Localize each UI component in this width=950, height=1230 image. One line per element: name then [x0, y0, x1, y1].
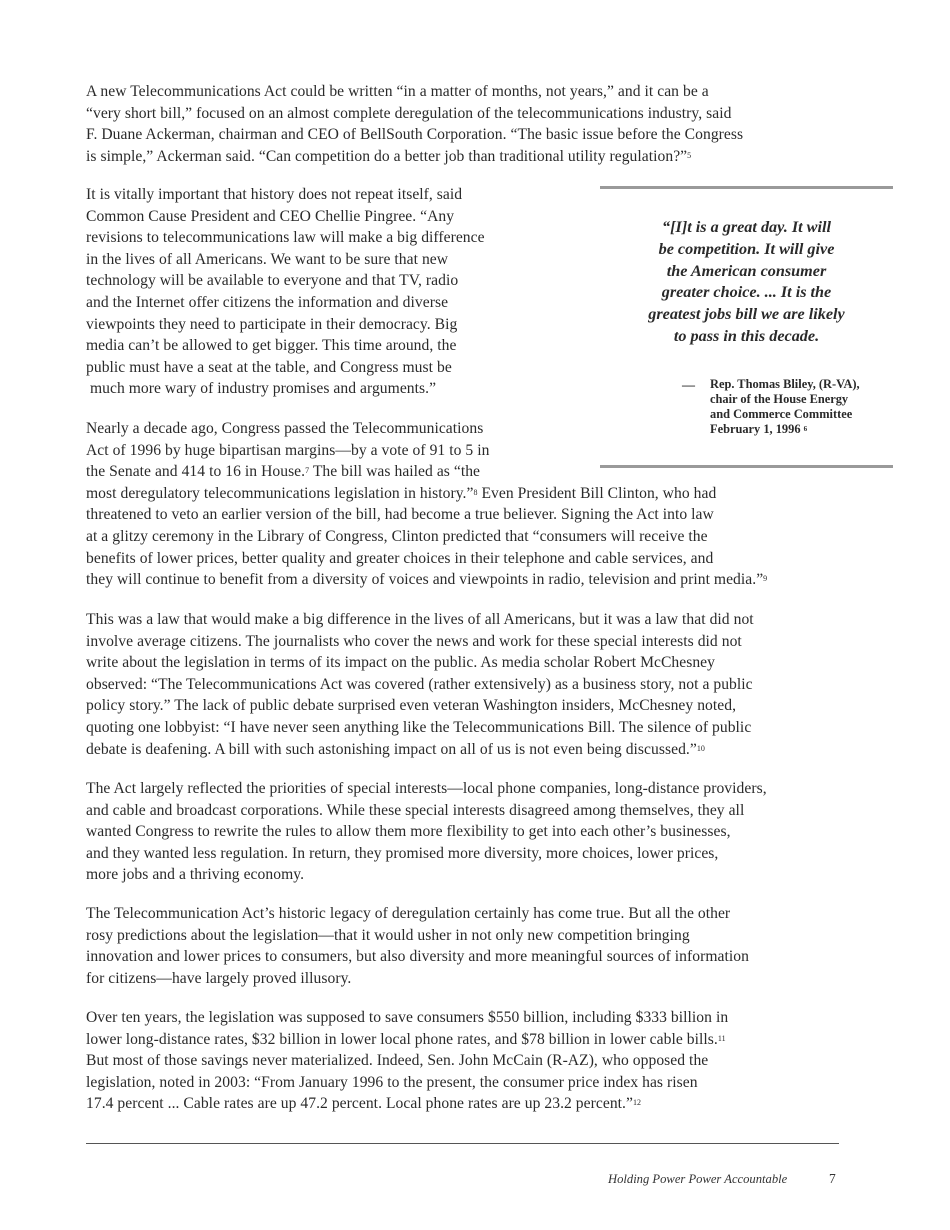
text-line: write about the legislation in terms of its impact on the public. As media scholar Robert McChesney [86, 654, 716, 672]
text-line: in the lives of all Americans. We want to be sure that new [86, 250, 449, 268]
paragraph-savings [86, 1007, 728, 1115]
pull-quote-line: greater choice. ... It is the [661, 283, 832, 302]
pull-quote-text [614, 217, 879, 348]
text-span: debate is deafening. A bill with such astonishing impact on all of us is not even being discussed.” [86, 740, 697, 758]
text-line: more jobs and a thriving economy. [86, 866, 305, 884]
text-line: Nearly a decade ago, Congress passed the Telecommunications [86, 420, 484, 437]
attribution-line [710, 422, 890, 437]
footnote-ref: 5 [687, 150, 692, 160]
text-line [86, 1093, 728, 1115]
paragraph-ackerman [86, 81, 743, 167]
text-line: But most of those savings never materialized. Indeed, Sen. John McCain (R-AZ), who opposed the [86, 1052, 709, 1070]
text-line: and the Internet offer citizens the information and diverse [86, 293, 449, 311]
text-line: at a glitzy ceremony in the Library of Congress, Clinton predicted that “consumers will receive the [86, 527, 708, 545]
text-span: The bill was hailed as “the [309, 463, 481, 481]
paragraph-mcchesney [86, 609, 754, 760]
text-span: most deregulatory telecommunications legislation in history.” [86, 484, 474, 502]
text-line: viewpoints they need to participate in their democracy. Big [86, 315, 458, 333]
pull-quote-attribution [710, 377, 890, 437]
text-line: much more wary of industry promises and arguments.” [86, 380, 437, 398]
text-line: quoting one lobbyist: “I have never seen anything like the Telecommunications Bill. The silence of public [86, 718, 752, 736]
text-span: Even President Bill Clinton, who had [477, 484, 717, 502]
pull-quote [600, 186, 893, 468]
text-line: revisions to telecommunications law will make a big difference [86, 229, 485, 247]
text-line: Over ten years, the legislation was supposed to save consumers $550 billion, including $333 billion in [86, 1009, 729, 1026]
page-number: 7 [829, 1171, 836, 1186]
footnote-ref: 9 [763, 574, 768, 584]
text-line: and cable and broadcast corporations. While these special interests disagreed among themselves, they all [86, 801, 745, 819]
footnote-ref: 7 [305, 466, 310, 476]
text-line: technology will be available to everyone and that TV, radio [86, 272, 459, 290]
text-line: benefits of lower prices, better quality and greater choices in their telephone and cable services, and [86, 549, 714, 567]
footnote-ref: 11 [717, 1033, 726, 1043]
attribution-dash: — [682, 377, 695, 392]
pull-quote-bottom-rule [600, 465, 893, 468]
text-line: The Telecommunication Act’s historic legacy of deregulation certainly has come true. But all the other [86, 905, 731, 922]
paragraph-legacy [86, 903, 749, 989]
paragraph-pingree [86, 184, 485, 400]
text-line: policy story.” The lack of public debate surprised even veteran Washington insiders, McChesney noted, [86, 697, 737, 715]
text-line [86, 146, 743, 168]
text-span: lower long-distance rates, $32 billion in lower local phone rates, and $78 billion in lower cable bills. [86, 1030, 718, 1048]
pull-quote-line: the American consumer [666, 261, 827, 280]
text-line: This was a law that would make a big difference in the lives of all Americans, but it was a law that did not [86, 611, 754, 628]
text-line: legislation, noted in 2003: “From January 1996 to the present, the consumer price index has risen [86, 1073, 698, 1091]
text-span: 17.4 percent ... Cable rates are up 47.2 percent. Local phone rates are up 23.2 percent.” [86, 1095, 633, 1113]
footnote-ref: 6 [803, 425, 808, 433]
paragraph-special-interests [86, 778, 767, 886]
text-line [86, 569, 767, 591]
text-line: rosy predictions about the legislation—that it would usher in not only new competition bringing [86, 926, 690, 944]
pull-quote-line: to pass in this decade. [673, 326, 820, 345]
text-span: February 1, 1996 [710, 422, 801, 436]
text-span: they will continue to benefit from a diversity of voices and viewpoints in radio, television and print media.” [86, 571, 764, 589]
text-line: It is vitally important that history does not repeat itself, said [86, 186, 463, 203]
footnote-ref: 12 [632, 1098, 642, 1108]
running-footer-title: Holding Power Power Accountable [608, 1172, 788, 1186]
text-line [86, 1029, 728, 1051]
pull-quote-line: “[I]t is a great day. It will [662, 218, 831, 236]
footnote-ref: 10 [696, 743, 705, 753]
text-line: Act of 1996 by huge bipartisan margins—by a vote of 91 to 5 in [86, 441, 490, 459]
footer-divider [86, 1143, 839, 1144]
text-line [86, 483, 767, 505]
text-line: for citizens—have largely proved illusory. [86, 969, 352, 987]
footnote-ref: 8 [473, 487, 478, 497]
text-line: threatened to veto an earlier version of the bill, had become a true believer. Signing the Act into law [86, 506, 714, 524]
attribution-line: Rep. Thomas Bliley, (R-VA), [710, 377, 860, 391]
pull-quote-line: greatest jobs bill we are likely [648, 305, 845, 324]
text-line: Common Cause President and CEO Chellie Pingree. “Any [86, 207, 455, 225]
text-line: and they wanted less regulation. In return, they promised more diversity, more choices, lower prices, [86, 844, 719, 862]
text-line: media can’t be allowed to get bigger. This time around, the [86, 337, 457, 355]
text-line: public must have a seat at the table, and Congress must be [86, 358, 452, 376]
pull-quote-line: be competition. It will give [658, 239, 835, 258]
text-line: A new Telecommunications Act could be written “in a matter of months, not years,” and it can be a [86, 83, 709, 100]
text-line: The Act largely reflected the priorities of special interests—local phone companies, long-distance providers, [86, 780, 767, 797]
text-line [86, 739, 754, 761]
text-line: F. Duane Ackerman, chairman and CEO of BellSouth Corporation. “The basic issue before the Congress [86, 126, 744, 144]
text-line: wanted Congress to rewrite the rules to allow them more flexibility to get into each other’s businesses, [86, 823, 731, 841]
text-span: is simple,” Ackerman said. “Can competition do a better job than traditional utility regulation?” [86, 147, 688, 165]
text-span: the Senate and 414 to 16 in House. [86, 463, 306, 481]
pull-quote-top-rule [600, 186, 893, 189]
attribution-line: chair of the House Energy [710, 392, 849, 406]
attribution-line: and Commerce Committee [710, 407, 853, 421]
text-line: involve average citizens. The journalists who cover the news and work for these special interests did not [86, 632, 742, 650]
text-line: “very short bill,” focused on an almost complete deregulation of the telecommunications industry, said [86, 104, 732, 122]
text-line: innovation and lower prices to consumers, but also diversity and more meaningful sources of information [86, 948, 749, 966]
text-line: observed: “The Telecommunications Act was covered (rather extensively) as a business story, not a public [86, 675, 753, 693]
